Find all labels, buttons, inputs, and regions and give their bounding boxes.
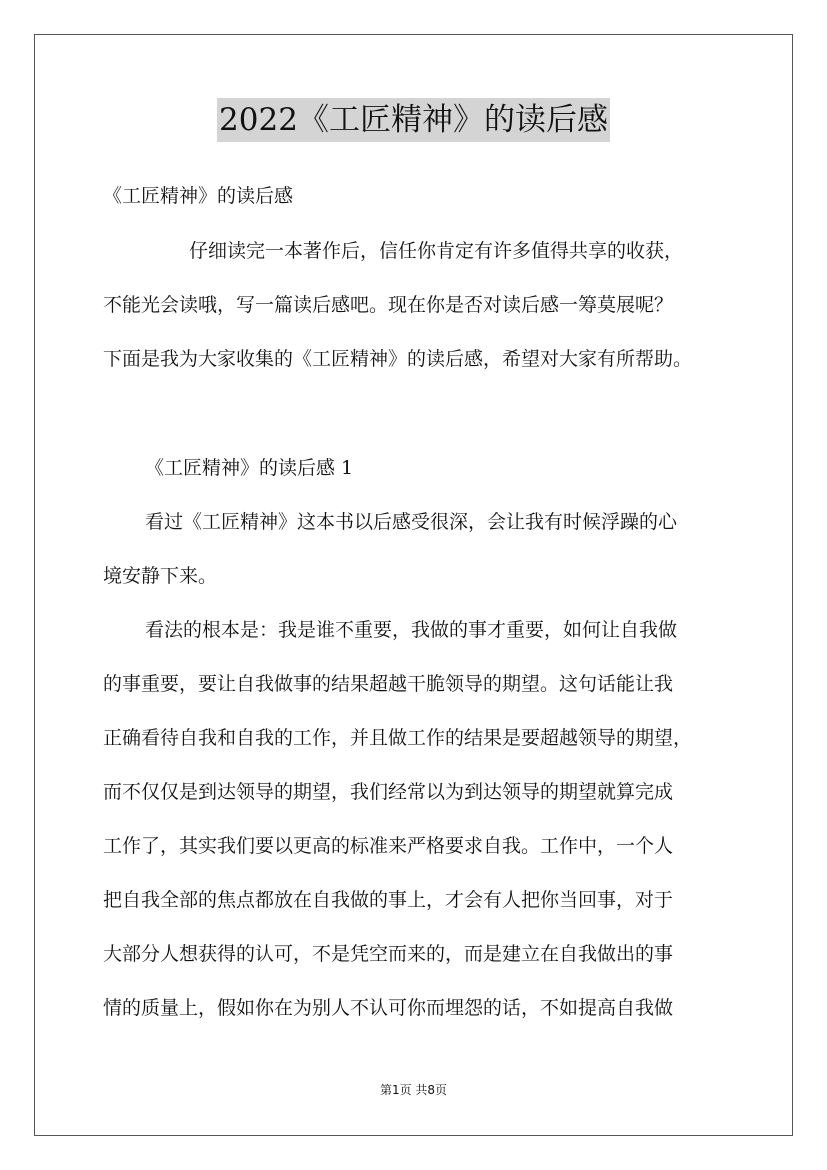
paragraph-line: 工作了，其实我们要以更高的标准来严格要求自我。工作中，一个人 xyxy=(103,835,674,857)
section-heading: 《工匠精神》的读后感 1 xyxy=(145,457,354,479)
page-number: 第1页 共8页 xyxy=(379,1083,448,1097)
paragraph-line: 把自我全部的焦点都放在自我做的事上，才会有人把你当回事，对于 xyxy=(103,889,674,911)
paragraph-line: 而不仅仅是到达领导的期望，我们经常以为到达领导的期望就算完成 xyxy=(103,781,674,803)
paragraph-line: 的事重要，要让自我做事的结果超越干脆领导的期望。这句话能让我 xyxy=(103,673,674,695)
intro-line: 下面是我为大家收集的《工匠精神》的读后感，希望对大家有所帮助。 xyxy=(103,348,693,370)
document-title-wrapper xyxy=(0,98,827,142)
document-subtitle: 《工匠精神》的读后感 xyxy=(103,185,294,207)
intro-line: 仔细读完一本著作后，信任你肯定有许多值得共享的收获， xyxy=(189,240,684,262)
paragraph-line: 看过《工匠精神》这本书以后感受很深，会让我有时候浮躁的心 xyxy=(145,511,678,533)
document-title: 2022《工匠精神》的读后感 xyxy=(217,98,610,142)
paragraph-line: 境安静下来。 xyxy=(103,565,218,587)
paragraph-line: 看法的根本是：我是谁不重要，我做的事才重要，如何让自我做 xyxy=(145,619,678,641)
intro-line: 不能光会读哦，写一篇读后感吧。现在你是否对读后感一筹莫展呢？ xyxy=(103,294,674,316)
paragraph-line: 正确看待自我和自我的工作，并且做工作的结果是要超越领导的期望， xyxy=(103,727,693,749)
paragraph-line: 大部分人想获得的认可，不是凭空而来的，而是建立在自我做出的事 xyxy=(103,943,674,965)
paragraph-line: 情的质量上，假如你在为别人不认可你而埋怨的话，不如提高自我做 xyxy=(103,997,674,1019)
